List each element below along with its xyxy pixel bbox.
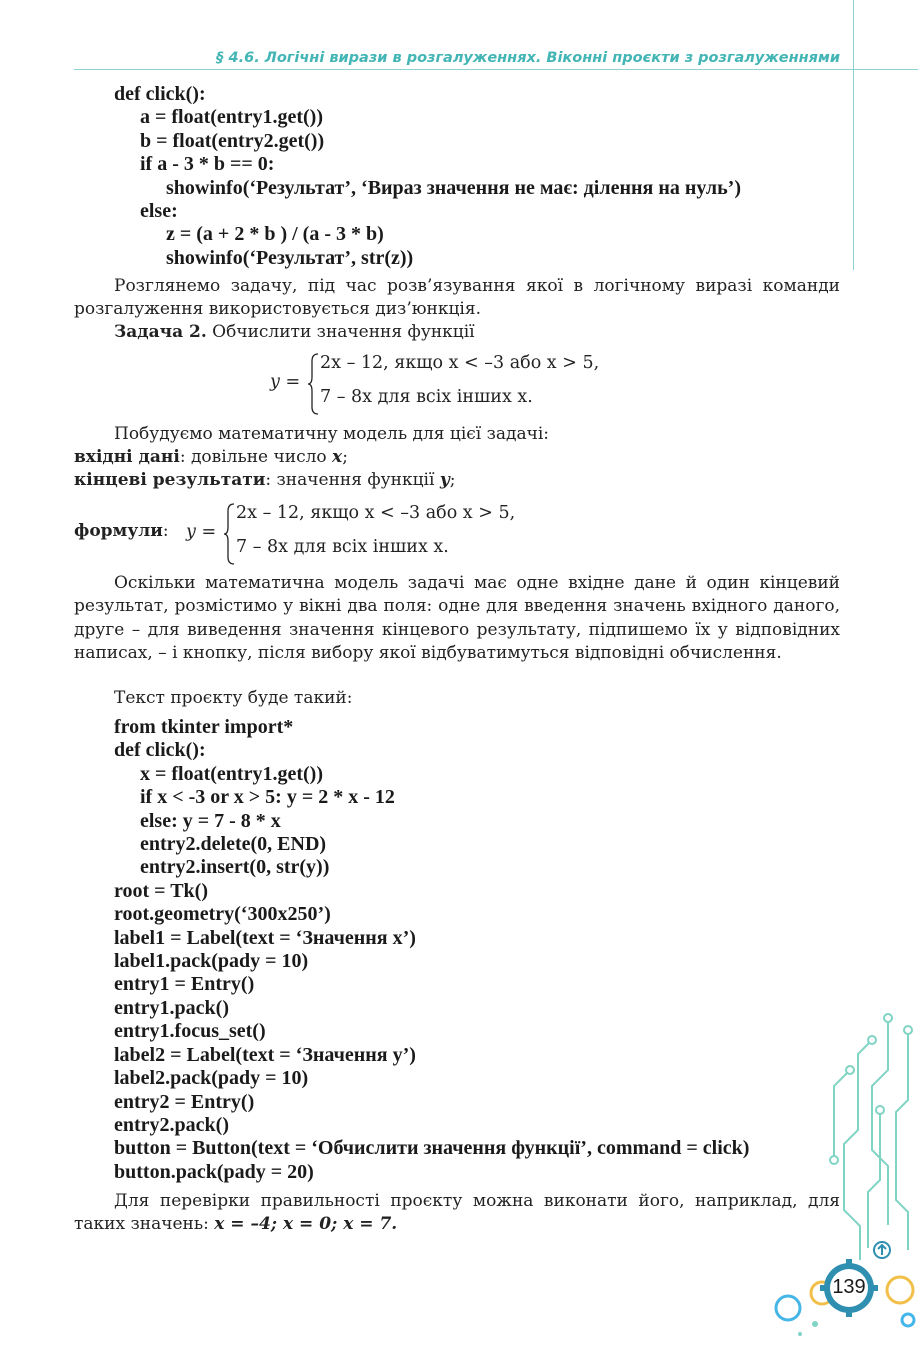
page-number: 139 [832, 1276, 866, 1298]
code-line: showinfo(‘Результат’, str(z)) [166, 246, 414, 269]
side-rule [853, 0, 854, 270]
code-line: label2 = Label(text = ‘Значення y’) [114, 1043, 416, 1066]
code-line: entry1 = Entry() [114, 973, 255, 996]
code-line: a = float(entry1.get()) [140, 106, 323, 129]
code-line: def click(): [114, 83, 206, 105]
code-line: entry1.focus_set() [114, 1020, 266, 1043]
check-values: x = –4; x = 0; x = 7. [214, 1214, 398, 1235]
project-text-intro: Текст проєкту буде такий: [114, 688, 353, 708]
code-line: entry2 = Entry() [114, 1090, 255, 1113]
piecewise-function-2 [186, 501, 606, 567]
code-line: root.geometry(‘300x250’) [114, 903, 331, 926]
formula-label: формули [74, 521, 163, 541]
running-header: § 4.6. Логічні вирази в розгалуженнях. Віконні проєкти з розгалуженнями [216, 50, 840, 66]
header-rule [74, 69, 918, 70]
code-line: entry2.pack() [114, 1113, 229, 1136]
model-intro: Побудуємо математичну модель для цієї задачі: [114, 424, 550, 444]
code-line: showinfo(‘Результат’, ‘Вираз значення не має: ділення на нуль’) [166, 176, 741, 199]
paragraph-model-window: Оскільки математична модель задачі має одне вхідне дане й один кінцевий результат, розмістимо у вікні два поля: одне для введення значень вхідного даного, друге – для виведення значення кінцевого результату, підпишемо їх у відповідних написах, – і кнопку, після вибору якої відбуватимуться відповідні обчислення. [74, 573, 840, 664]
system-row-1: 2x – 12, якщо x < –3 або x > 5, [320, 353, 600, 373]
output-label: кінцеві результати [74, 470, 266, 490]
check-text: Для перевірки правильності проєкту можна виконати його, наприклад, для таких значень: [74, 1191, 840, 1235]
task-statement [114, 322, 475, 342]
input-text: : довільне число [179, 447, 333, 467]
system-row-1: 2x – 12, якщо x < –3 або x > 5, [236, 503, 516, 523]
code-line: if a - 3 * b == 0: [140, 153, 275, 176]
system-lhs: y = [270, 372, 301, 392]
task-label: Задача 2. [114, 322, 207, 342]
formula-label-line [74, 521, 169, 541]
code-line: else: y = 7 - 8 * x [140, 809, 281, 832]
piecewise-function-1 [270, 351, 670, 417]
code-line: from tkinter import* [114, 716, 294, 738]
code-block-2 [0, 716, 749, 1184]
formula-colon: : [162, 521, 169, 541]
output-text: : значення функції [265, 470, 440, 490]
code-line: label1 = Label(text = ‘Значення x’) [114, 926, 416, 949]
paragraph-disjunction: Розглянемо задачу, під час розв’язування якої в логічному виразі команди розгалуження використовується диз’юнкція. [74, 276, 840, 320]
code-line: b = float(entry2.get()) [140, 129, 325, 152]
code-line: else: [140, 200, 178, 223]
code-line: def click(): [114, 739, 206, 762]
code-block-1 [0, 83, 741, 270]
code-line: label2.pack(pady = 10) [114, 1067, 309, 1090]
input-var: x [332, 447, 343, 467]
system-row-2: 7 – 8x для всіх інших x. [320, 387, 533, 407]
code-line: entry2.delete(0, END) [140, 833, 327, 856]
model-output: кінцеві результати: значення функції y; [74, 470, 456, 490]
output-var: y [439, 470, 450, 490]
brace-icon [308, 353, 320, 415]
code-line: button = Button(text = ‘Обчислити значення функції’, command = click) [114, 1137, 750, 1160]
code-line: entry1.pack() [114, 996, 229, 1019]
code-line: x = float(entry1.get()) [140, 762, 323, 785]
code-line: if x < -3 or x > 5: y = 2 * x - 12 [140, 786, 395, 809]
code-line: root = Tk() [114, 879, 208, 902]
brace-icon [224, 503, 236, 565]
task-text: Обчислити значення функції [206, 322, 475, 342]
circuit-decoration [760, 1010, 918, 1350]
code-line: label1.pack(pady = 10) [114, 950, 309, 973]
paragraph-check [74, 1190, 840, 1237]
system-row-2: 7 – 8x для всіх інших x. [236, 537, 449, 557]
system-lhs: y = [186, 522, 217, 542]
code-line: button.pack(pady = 20) [114, 1160, 314, 1183]
code-line: entry2.insert(0, str(y)) [140, 856, 330, 879]
model-input: вхідні дані: довільне число x; [74, 447, 348, 467]
input-label: вхідні дані [74, 447, 180, 467]
code-line: z = (a + 2 * b ) / (a - 3 * b) [166, 223, 384, 246]
